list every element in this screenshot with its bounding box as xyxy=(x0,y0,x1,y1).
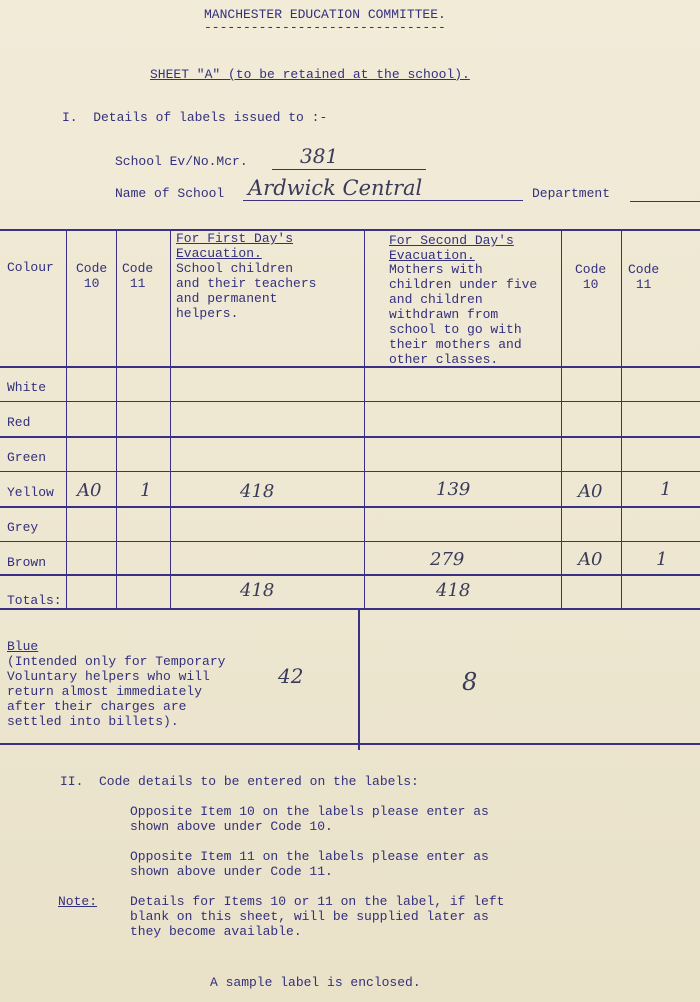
col-code10-header: Code 10 xyxy=(76,261,108,291)
school-name-label: Name of School xyxy=(115,186,225,201)
department-label: Department xyxy=(532,186,611,201)
note-label: Note: xyxy=(58,894,98,909)
table-bottom-border xyxy=(0,743,700,745)
school-name-value: Ardwick Central xyxy=(248,176,423,200)
row-colour-yellow: Yellow xyxy=(7,485,54,500)
row-divider xyxy=(0,506,700,508)
row-divider xyxy=(0,574,700,576)
col-code11-header: Code 11 xyxy=(122,261,154,291)
yellow-code10: A0 xyxy=(77,480,102,501)
col-divider xyxy=(621,229,622,609)
row-colour-red: Red xyxy=(7,415,31,430)
section2-heading: II. Code details to be entered on the labels: xyxy=(60,774,419,789)
section1-heading: I. Details of labels issued to :- xyxy=(62,110,328,125)
title-rule: ------------------------------- xyxy=(204,20,446,35)
col-divider xyxy=(364,229,365,609)
school-no-label: School Ev/No.Mcr. xyxy=(115,154,248,169)
col-colour-header: Colour xyxy=(7,260,54,275)
totals-label: Totals: xyxy=(7,593,62,608)
col-divider xyxy=(66,229,67,609)
yellow-code11: 1 xyxy=(140,480,152,501)
row-colour-white: White xyxy=(7,380,47,395)
row-colour-brown: Brown xyxy=(7,555,47,570)
yellow-second-day: 139 xyxy=(436,479,471,500)
col-divider xyxy=(116,229,117,609)
totals-second-day: 418 xyxy=(436,580,471,601)
row-colour-grey: Grey xyxy=(7,520,39,535)
note-text: Details for Items 10 or 11 on the label, if left blank on this sheet, will be supplied later as they become available. xyxy=(130,894,505,939)
code11-instruction: Opposite Item 11 on the labels please enter as shown above under Code 11. xyxy=(130,849,489,879)
yellow-code11-right: 1 xyxy=(660,479,672,500)
table-header-border xyxy=(0,366,700,368)
school-name-underline xyxy=(243,200,523,201)
row-divider xyxy=(0,471,700,472)
col-code11-right-header: Code 11 xyxy=(628,262,660,292)
blue-second-day: 8 xyxy=(462,668,478,696)
table-top-border xyxy=(0,229,700,231)
col-code10-right-header: Code 10 xyxy=(575,262,607,292)
sample-label-note: A sample label is enclosed. xyxy=(210,975,421,990)
brown-code10-right: A0 xyxy=(578,549,603,570)
code10-instruction: Opposite Item 10 on the labels please enter as shown above under Code 10. xyxy=(130,804,489,834)
totals-first-day: 418 xyxy=(240,580,275,601)
totals-divider xyxy=(0,608,700,610)
row-divider xyxy=(0,436,700,438)
blue-first-day: 42 xyxy=(278,664,304,688)
row-divider xyxy=(0,401,700,402)
school-no-value: 381 xyxy=(300,144,339,168)
yellow-code10-right: A0 xyxy=(578,481,603,502)
brown-second-day: 279 xyxy=(430,549,465,570)
col-divider xyxy=(170,229,171,609)
first-day-title: For First Day's Evacuation. xyxy=(176,231,294,261)
row-colour-green: Green xyxy=(7,450,47,465)
first-day-desc: School children and their teachers and permanent helpers. xyxy=(176,261,317,321)
blue-label: Blue xyxy=(7,639,39,654)
blue-desc: (Intended only for Temporary Voluntary helpers who will return almost immediately after their charges are settled into billets). xyxy=(7,654,226,729)
sheet-label: SHEET "A" (to be retained at the school). xyxy=(150,67,470,82)
document-title: MANCHESTER EDUCATION COMMITTEE. xyxy=(204,7,446,22)
second-day-title: For Second Day's Evacuation. xyxy=(389,233,514,263)
brown-code11-right: 1 xyxy=(656,549,668,570)
school-no-underline xyxy=(272,169,426,170)
yellow-first-day: 418 xyxy=(240,481,275,502)
blue-col-divider xyxy=(358,610,360,750)
second-day-desc: Mothers with children under five and children withdrawn from school to go with their mothers and other classes. xyxy=(389,262,538,367)
department-underline xyxy=(630,201,700,202)
row-divider xyxy=(0,541,700,542)
col-divider xyxy=(561,229,562,609)
